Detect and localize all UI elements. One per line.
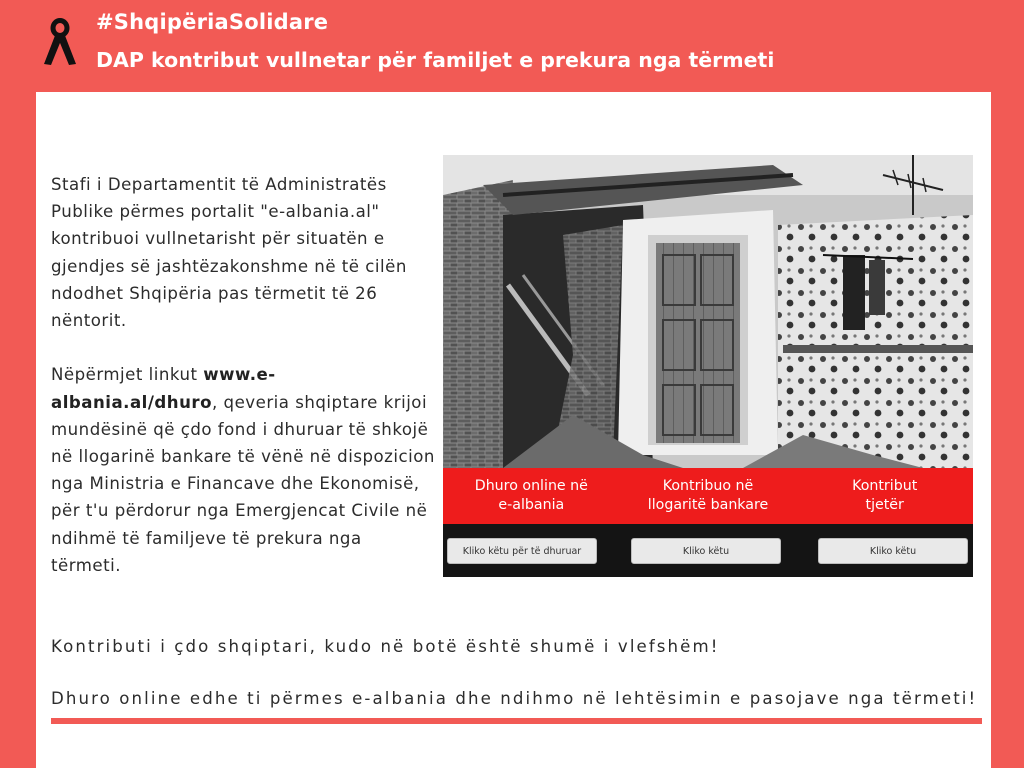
earthquake-photo bbox=[443, 155, 973, 577]
paragraph-1: Stafi i Departamentit të Administratës Publike përmes portalit "e-albania.al" kontribuoi vullnetarisht për situatën e gjendjes së jashtëzakonshme në të cilën ndodhet Shqipëria pas tërmetit të 26 nëntorit. bbox=[51, 175, 407, 331]
article-body bbox=[51, 171, 436, 579]
donation-buttons-bar bbox=[443, 524, 973, 577]
header bbox=[0, 0, 1024, 92]
other-contribution-button[interactable]: Kliko këtu bbox=[818, 538, 968, 564]
footer-divider bbox=[51, 718, 982, 724]
hashtag-title: #ShqipëriaSolidare bbox=[96, 10, 329, 34]
paragraph-2: Nëpërmjet linkut www.e-albania.al/dhuro, qeveria shqiptare krijoi mundësinë që çdo fond i dhuruar të shkojë në llogarinë bankare të vënë në dispozicion nga Ministria e Financave dhe Ekonomisë, për t'u përdorur nga Emergjencat Civile në ndihmë të familjeve të prekura nga tërmeti. bbox=[51, 365, 435, 575]
damaged-building-image bbox=[443, 155, 973, 468]
bank-accounts-button[interactable]: Kliko këtu bbox=[631, 538, 781, 564]
donate-link[interactable]: www.e-albania.al/dhuro bbox=[51, 365, 276, 412]
mourning-ribbon-icon bbox=[40, 18, 80, 70]
page-headline: DAP kontribut vullnetar për familjet e prekura nga tërmeti bbox=[96, 48, 775, 72]
appeal-line-1: Kontributi i çdo shqiptari, kudo në botë është shumë i vlefshëm! bbox=[51, 637, 720, 656]
donation-options-bar bbox=[443, 468, 973, 524]
option-donate-online: Dhuro online në e-albania bbox=[474, 478, 588, 513]
option-bank-accounts: Kontribuo në llogaritë bankare bbox=[647, 478, 769, 513]
option-other-contribution: Kontribut tjetër bbox=[852, 478, 918, 513]
appeal-line-2: Dhuro online edhe ti përmes e-albania dhe ndihmo në lehtësimin e pasojave nga tërmeti! bbox=[51, 689, 978, 708]
donate-online-button[interactable]: Kliko këtu për të dhuruar bbox=[447, 538, 597, 564]
